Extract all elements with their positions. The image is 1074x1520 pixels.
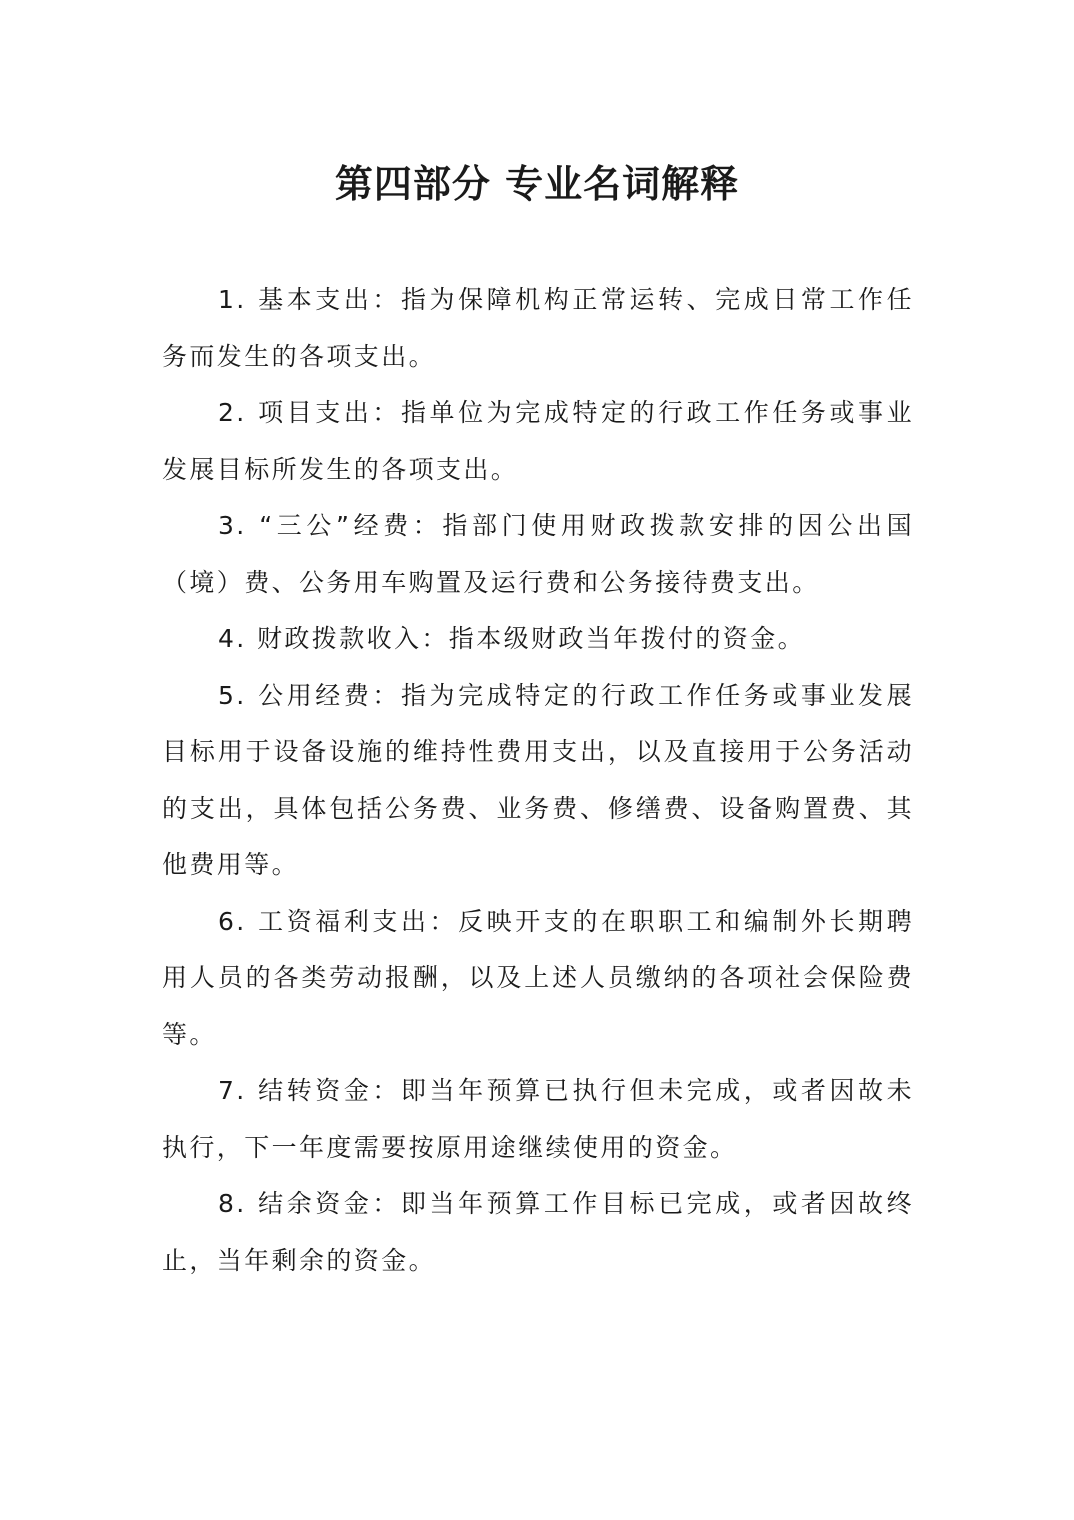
- definition-item-three-public-expenses: 3. “三公”经费：指部门使用财政拨款安排的因公出国（境）费、公务用车购置及运行费和公务接待费支出。: [162, 511, 914, 597]
- definition-item-surplus-funds: 8. 结余资金：即当年预算工作目标已完成，或者因故终止，当年剩余的资金。: [162, 1189, 914, 1275]
- definition-item-carryover-funds: 7. 结转资金：即当年预算已执行但未完成，或者因故未执行，下一年度需要按原用途继续使用的资金。: [162, 1076, 914, 1162]
- definition-item-salary-welfare-expenditure: 6. 工资福利支出：反映开支的在职职工和编制外长期聘用人员的各类劳动报酬，以及上述人员缴纳的各项社会保险费等。: [162, 906, 914, 1049]
- definition-item-fiscal-appropriation-income: 4. 财政拨款收入：指本级财政当年拨付的资金。: [218, 624, 806, 653]
- page-title: 第四部分 专业名词解释: [334, 161, 740, 206]
- definition-item-public-funds: 5. 公用经费：指为完成特定的行政工作任务或事业发展目标用于设备设施的维持性费用支出，以及直接用于公务活动的支出，具体包括公务费、业务费、修缮费、设备购置费、其他费用等。: [162, 680, 914, 879]
- definition-item-project-expenditure: 2. 项目支出：指单位为完成特定的行政工作任务或事业发展目标所发生的各项支出。: [162, 398, 914, 484]
- definitions-list: [162, 272, 914, 1289]
- definition-item-basic-expenditure: 1. 基本支出：指为保障机构正常运转、完成日常工作任务而发生的各项支出。: [162, 285, 914, 371]
